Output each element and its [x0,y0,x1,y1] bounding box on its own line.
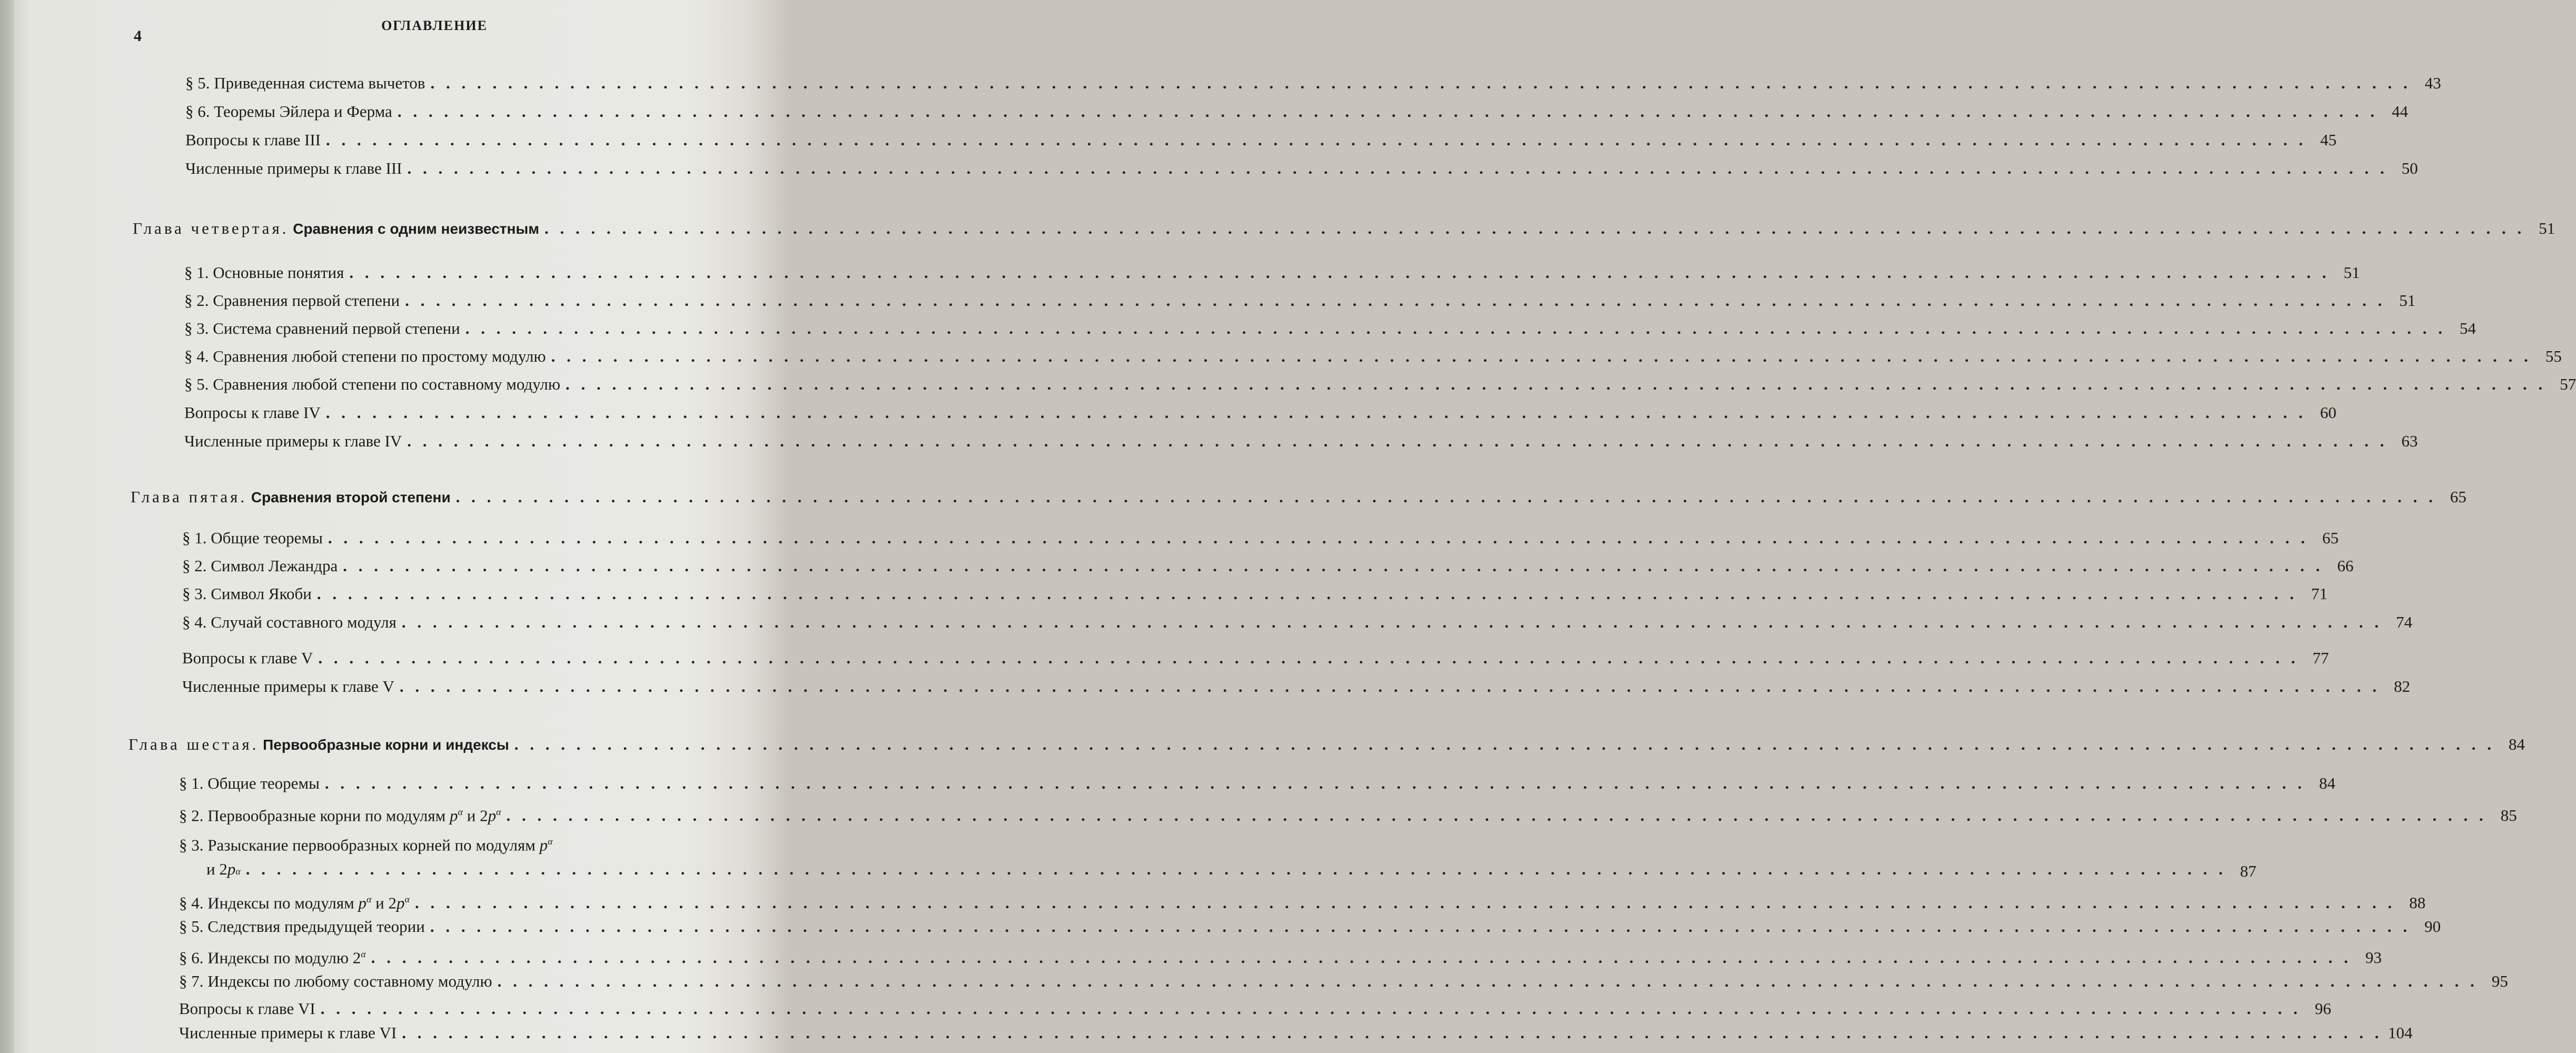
toc-entry-label: Численные примеры к главе IV [184,432,402,450]
toc-entry-label: § 4. Случай составного модуля [182,613,397,631]
toc-entry-page: 55 [2545,347,2562,365]
toc-entry-page: 87 [2240,862,2257,881]
dot-leader [328,528,2305,549]
toc-entry-page: 88 [2409,893,2426,912]
toc-entry-page: 96 [2314,999,2331,1018]
toc-entry-label: Численные примеры к главе VI [179,1024,397,1042]
toc-entry-label: § 6. Теоремы Эйлера и Ферма [185,102,392,121]
chapter-prefix: Глава четвертая. [133,219,289,237]
toc-entry[interactable] [185,158,2418,179]
toc-entry-page: 85 [2500,806,2517,825]
toc-entry[interactable] [185,73,2441,94]
dot-leader [326,402,2303,423]
chapter-prefix: Глава пятая. [131,488,247,506]
toc-entry-label: § 6. Индексы по модулю $2^\alpha$ [179,948,366,967]
toc-entry-page: 43 [2424,74,2441,92]
chapter-title: Первообразные корни и индексы [263,737,509,753]
toc-entry[interactable] [179,889,2426,913]
toc-entry[interactable] [179,773,2336,794]
toc-entry-page: 51 [2343,263,2360,282]
dot-leader [430,916,2407,937]
dot-leader [544,218,2521,239]
toc-entry-label: Вопросы к главе IV [184,403,321,422]
dot-leader [371,947,2348,968]
toc-entry-label: Вопросы к главе VI [179,999,315,1018]
toc-entry-label: § 7. Индексы по любому составному модулю [179,972,492,990]
toc-entry-page: 65 [2322,529,2339,547]
toc-entry[interactable] [179,1022,2413,1044]
chapter-heading[interactable] [133,218,2555,240]
dot-leader [430,73,2407,94]
toc-entry-page: 45 [2320,131,2337,149]
toc-entry[interactable] [184,346,2562,367]
dot-leader [349,262,2326,283]
toc-entry-label: § 2. Сравнения первой степени [184,291,400,310]
chapter-page: 84 [2509,735,2525,753]
toc-entry-label: § 5. Приведенная система вычетов [185,74,425,92]
toc-entry-label: § 2. Первообразные корни по модулям $p^\alpha$ и $2p^\alpha$ [179,806,501,825]
dot-leader [456,486,2433,508]
chapter-title: Сравнения второй степени [251,489,451,505]
dot-leader [400,676,2376,697]
toc-entry-page: 44 [2392,102,2409,121]
toc-entry-label: § 3. Система сравнений первой степени [184,319,460,337]
dot-leader [408,158,2384,179]
toc-entry[interactable] [185,101,2409,122]
dot-leader [407,431,2384,452]
toc-entry[interactable] [182,612,2413,633]
toc-entry-label: § 3. Разыскание первообразных корней по модулям [179,836,536,855]
toc-entry-label: § 3. Символ Якоби [182,584,312,603]
dot-leader [321,998,2297,1019]
toc-entry-page: 90 [2424,917,2441,936]
toc-entry[interactable] [182,528,2339,549]
toc-entry[interactable] [179,971,2508,992]
toc-entry[interactable]: § 3. Разыскание первообразных корней по модулям $p^\alpha$ и 2 p α . . . 87 [179,831,734,882]
toc-entry[interactable] [179,916,2441,937]
dot-leader [318,648,2295,669]
dot-leader [405,290,2382,311]
toc-entry[interactable] [184,431,2418,452]
toc-entry[interactable] [182,648,2329,669]
dot-leader [326,130,2303,151]
dot-leader [402,612,2379,633]
toc-entry[interactable] [179,943,2382,968]
dot-leader [398,101,2374,122]
dot-leader [566,374,2542,395]
toc-entry-page: 66 [2337,557,2354,575]
chapter-page: 65 [2450,488,2466,506]
toc-entry-label: § 4. Индексы по модулям $p^\alpha$ и $2p^\alpha$ [179,893,410,912]
chapter-heading[interactable] [128,734,2525,756]
toc-entry-label: Численные примеры к главе III [185,159,402,177]
toc-entry[interactable] [179,801,2517,826]
toc-entry-page: 60 [2320,403,2336,422]
toc-entry-page: 54 [2459,319,2476,337]
toc-entry-label: § 5. Сравнения любой степени по составному модулю [184,375,561,393]
toc-entry-page: 74 [2396,613,2413,631]
toc-entry[interactable] [184,262,2360,283]
toc-entry-page: 77 [2312,649,2329,667]
toc-entry-page: 82 [2394,677,2411,696]
toc-entry-page: 50 [2401,159,2418,177]
toc-entry-page: 71 [2311,584,2328,603]
toc-entry-page: 84 [2319,774,2336,792]
toc-entry[interactable] [179,998,2331,1019]
toc-entry[interactable] [184,402,2336,423]
toc-entry-label: Численные примеры к главе V [182,677,394,696]
chapter-title: Сравнения с одним неизвестным [293,221,540,237]
dot-leader [343,555,2320,577]
dot-leader [317,583,2294,604]
dot-leader [498,971,2474,992]
toc-entry[interactable] [182,583,2328,604]
toc-entry-page: 95 [2491,972,2508,990]
toc-entry-label: § 1. Основные понятия [184,263,344,282]
dot-leader [402,1022,2379,1044]
toc-entry[interactable] [182,555,2354,577]
toc-entry-label: Вопросы к главе V [182,649,313,667]
toc-entry-label: § 1. Общие теоремы [182,529,323,547]
chapter-page: 51 [2539,219,2555,237]
toc-entry-label: Вопросы к главе III [185,131,321,149]
dot-leader [415,892,2392,913]
toc-entry-label: § 4. Сравнения любой степени по простому модулю [184,347,546,365]
toc-entry-page: 104 [2387,1024,2413,1042]
toc-entry-label: § 1. Общие теоремы [179,774,320,792]
chapter-heading[interactable] [131,486,2466,508]
dot-leader [551,346,2528,367]
dot-leader [507,805,2483,826]
toc-entry-label: § 2. Символ Лежандра [182,557,338,575]
toc-entry-label: § 5. Следствия предыдущей теории [179,917,425,936]
toc-entry-page: 57 [2560,375,2576,393]
toc-entry[interactable] [185,130,2337,151]
chapter-prefix: Глава шестая. [128,735,259,753]
toc-entry[interactable] [184,290,2416,311]
toc-entry-page: 63 [2401,432,2418,450]
toc-entry[interactable] [184,374,2576,395]
running-head: ОГЛАВЛЕНИЕ [381,18,488,33]
toc-entry[interactable] [182,676,2411,697]
dot-leader [465,318,2442,339]
toc-entry[interactable] [184,318,2476,339]
dot-leader [246,859,2223,880]
dot-leader [514,734,2491,755]
toc-entry-page: 51 [2399,291,2416,310]
toc-entry-page: 93 [2365,948,2382,967]
page-number: 4 [134,27,142,45]
dot-leader [325,773,2302,794]
